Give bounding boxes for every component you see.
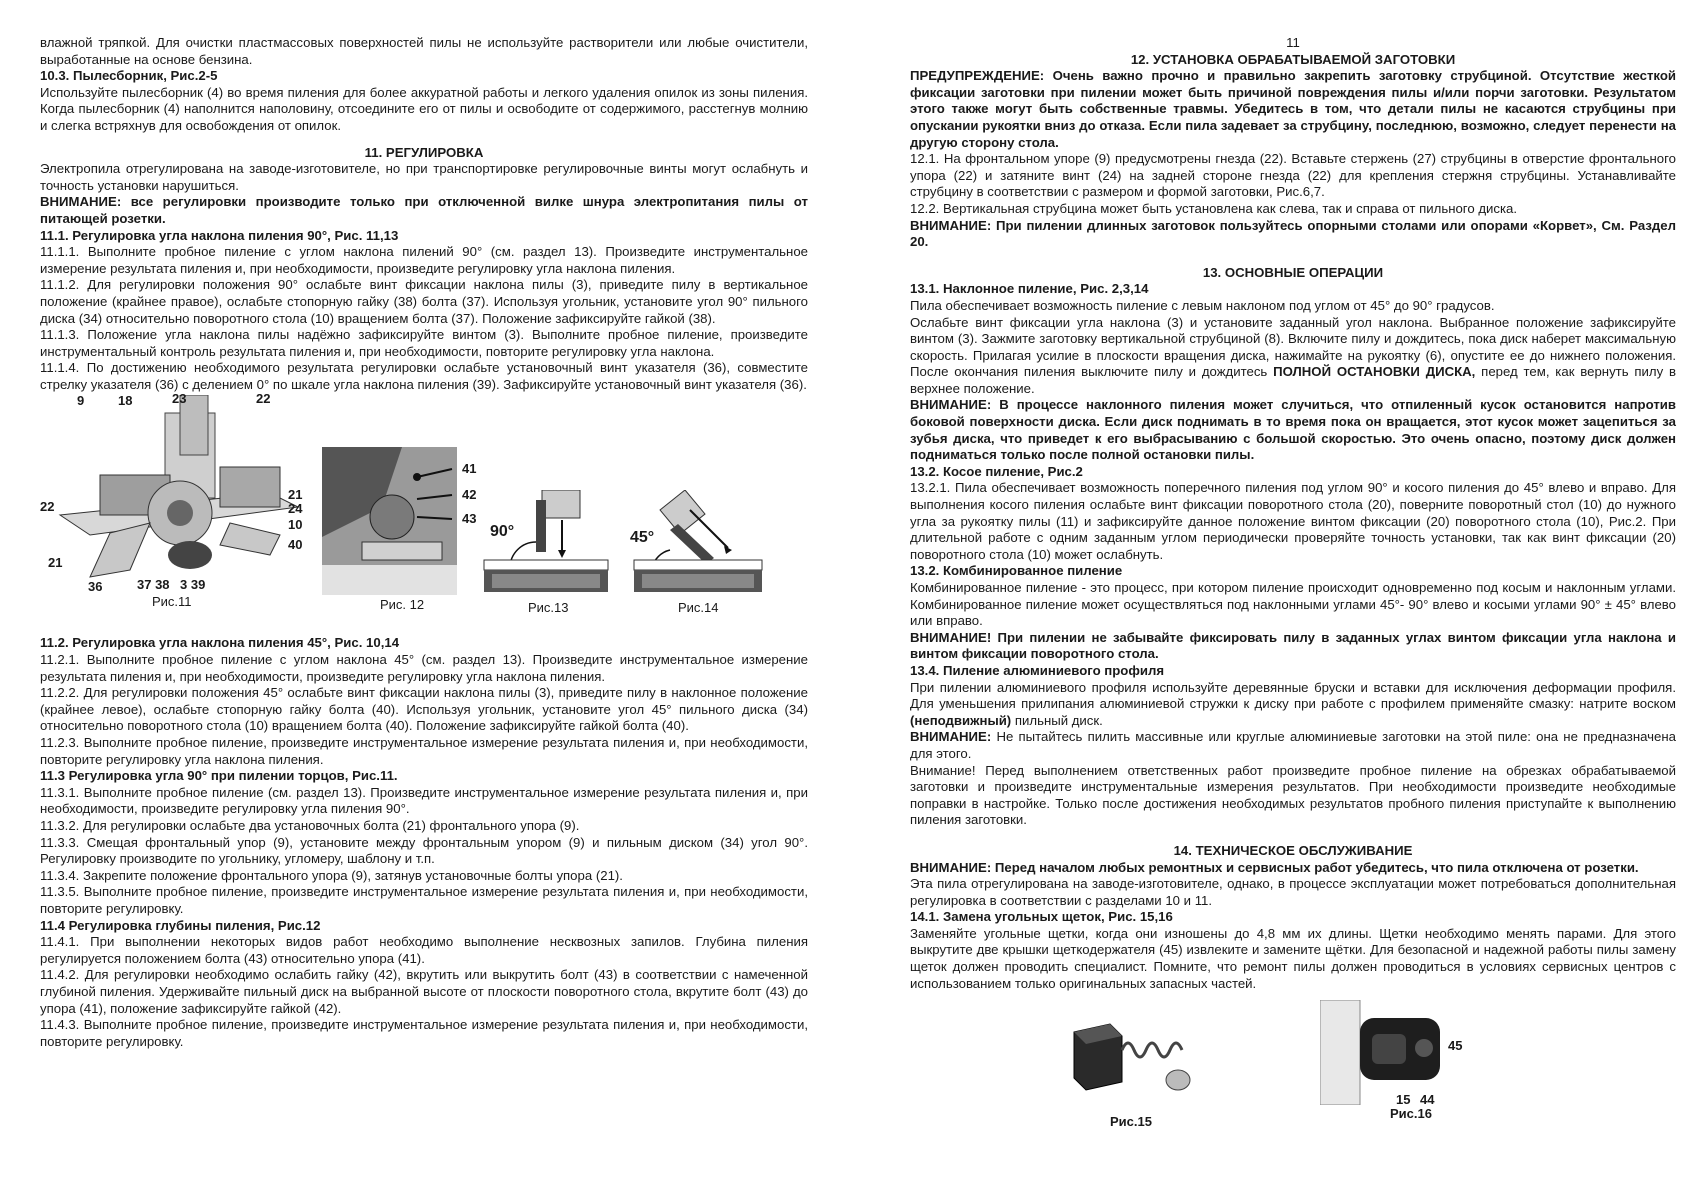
- callout-22: 22: [256, 391, 271, 407]
- paragraph: 11.1.2. Для регулировки положения 90° ослабьте винт фиксации наклона пилы (3), приведите пилу в вертикальное положение (крайнее правое), ослабьте стопорную гайку (38) болта (37). Используя угольник, установите угол 90° пильного диска (34) относительно поворотного стола (10) вращением болта (37). Положение зафиксируйте гайкой (38).: [40, 277, 808, 326]
- paragraph: Комбинированное пиление - это процесс, при котором пиление происходит одновременно под косым и наклонным углами. Комбинированное пиление может осуществляться под наклонными углами 45°- 90° влево и косыми углами 90° ± 45° влево или вправо.: [910, 580, 1676, 629]
- paragraph: 11.2.1. Выполните пробное пиление с углом наклона 45° (см. раздел 13). Произведите инструментальное измерение результата пиления и, при необходимости, произведите регулировку угла наклона пиления.: [40, 652, 808, 684]
- callout-44: 44: [1420, 1092, 1435, 1108]
- brush-cover-drawing: [1320, 1000, 1445, 1105]
- warning-text: ВНИМАНИЕ: В процессе наклонного пиления может случиться, что отпиленный кусок остановится напротив боковой поверхности диска. Если диск поднимать в то время пока он вращается, этот кусок может зацепиться за зубья диска, что приведет к его выбрасыванию с большой скоростью. Это очень опасно, поэтому диск должен подниматься только после полной остановки пилы.: [910, 397, 1676, 463]
- section-title: 14. ТЕХНИЧЕСКОЕ ОБСЛУЖИВАНИЕ: [1173, 842, 1413, 858]
- paragraph: 11.3.1. Выполните пробное пиление (см. раздел 13). Произведите инструментальное измерение результата пиления и, при необходимости, произведите регулировку угла пиления 90°.: [40, 784, 808, 817]
- callout-37-38: 37 38: [137, 577, 170, 593]
- warning-text: ВНИМАНИЕ: все регулировки производите только при отключенной вилке шнура электропитания пилы от питающей розетки.: [40, 194, 808, 226]
- paragraph: 11.3.3. Смещая фронтальный упор (9), установите между фронтальным упором (9) и пильным диском (34) угол 90°. Регулировку производите по угольнику, угломеру, шаблону и т.п.: [40, 834, 808, 867]
- emphasis-text: (неподвижный): [910, 712, 1012, 728]
- paragraph: 11.1.1. Выполните пробное пиление с углом наклона пилений 90° (см. раздел 13). Произведите инструментальное измерение результата пиления и, при необходимости, произведите регулировку угла наклона пиления.: [40, 244, 808, 276]
- paragraph: 13.2.1. Пила обеспечивает возможность поперечного пиления под углом 90° и косого пиления до 45° влево и вправо. Для выполнения косого пиления ослабьте винт фиксации поворотного стола (20), поверните поворотный стол (10) до нужного угла за рукоятку пилы (11) и зафиксируйте данное положение винтом фиксации (20) поворотного стола (10), Рис.2. При длительной работе с одним заданным углом периодически проверяйте точность установки, так как винт фиксации (20) поворотного стола (10) может ослабнуть.: [910, 480, 1676, 562]
- paragraph: 11.4.1. При выполнении некоторых видов работ необходимо выполнение несквозных запилов. Глубина пиления регулируется положением болта (43) относительно упора (41).: [40, 934, 808, 966]
- text-run: При пилении алюминиевого профиля используйте деревянные бруски и вставки для исключения деформации профиля. Для уменьшения прилипания алюминиевой стружки к диску при работе с профилем применяйте смазку: натрите воском: [910, 679, 1676, 712]
- callout-9: 9: [77, 393, 85, 409]
- paragraph: Пила обеспечивает возможность пиление с левым наклоном под углом от 45° до 90° градусов.: [910, 297, 1495, 313]
- angle-90-label: 90°: [490, 523, 515, 541]
- paragraph: Внимание! Перед выполнением ответственных работ произведите пробное пиление на обрезках обрабатываемой заготовки и произведите инструментальные измерения результатов. При необходимости произведите необходимые поправки в настройке. Только после достижения необходимых результатов пробного пиления приступайте к выполнению пиления заготовки.: [910, 762, 1676, 828]
- figure-16: [1320, 1000, 1463, 1122]
- caption-fig-16: Рис.16: [1390, 1106, 1432, 1122]
- figure-12: [322, 447, 477, 613]
- depth-stop-drawing: [322, 447, 457, 595]
- right-column: [910, 35, 1676, 1135]
- paragraph: 11.3.5. Выполните пробное пиление, произведите инструментальное измерение результата пиления и, при необходимости, повторите регулировку.: [40, 884, 808, 916]
- paragraph: Эта пила отрегулирована на заводе-изготовителе, однако, в процессе эксплуатации может потребоваться дополнительная регулировка в соответствии с разделами 10 и 11.: [910, 876, 1676, 908]
- section-title: 11. РЕГУЛИРОВКА: [364, 144, 484, 160]
- warning-text: ВНИМАНИЕ! При пилении не забывайте фиксировать пилу в заданных углах винтом фиксации угла наклона и винтом фиксации поворотного стола.: [910, 629, 1676, 662]
- text-run: пильный диск.: [1014, 712, 1103, 728]
- paragraph: [910, 680, 1676, 730]
- subsection-heading: 13.4. Пиление алюминиевого профиля: [910, 662, 1165, 678]
- callout-21-left: 21: [48, 555, 63, 571]
- caption-fig-14: Рис.14: [678, 600, 719, 616]
- page-number: 11: [1286, 35, 1300, 50]
- figures-11-14: [40, 391, 808, 633]
- figures-15-16: [910, 1000, 1676, 1135]
- callout-22-left: 22: [40, 499, 55, 515]
- warning-label: ВНИМАНИЕ:: [910, 729, 992, 745]
- paragraph: 11.3.2. Для регулировки ослабьте два установочных болта (21) фронтального упора (9).: [40, 818, 580, 833]
- paragraph: 11.2.3. Выполните пробное пиление, произведите инструментальное измерение результата пиления и, при необходимости, повторите регулировку угла наклона пиления.: [40, 735, 808, 767]
- bevel-90-diagram: [480, 490, 612, 598]
- paragraph: Заменяйте угольные щетки, когда они изношены до 4,8 мм их длины. Щетки необходимо менять парами. Для этого выкрутите две крышки щеткодержателя (45) извлеките и замените щётки. Для безопасной и надежной работы пилы замену щеток должен проводить специалист. Помните, что ремонт пилы должен проводиться в условиях сервисных центров с использованием только оригинальных запасных частей.: [910, 925, 1676, 991]
- paragraph: 11.1.4. По достижению необходимого результата регулировки ослабьте установочный винт указателя (36), совместите стрелку указателя (36) с делением 0° по шкале угла наклона пиления (39). Зафиксируйте установочный винт указателя (36).: [40, 360, 808, 392]
- text-run: Ослабьте винт фиксации угла наклона (3) и установите заданный угол наклона. Выбранное положение зафиксируйте винтом (3). Зажмите заготовку вертикальной струбциной (8). Включите пилу и дождитесь, пока диск наберет максимальную скорость. Прилагая усилие в плоскости вращения диска, нажимайте на рукоятку (6), опустите ее до нижнего положения. После окончания пиления выключите пилу и дождитесь: [910, 314, 1676, 380]
- callout-45: 45: [1448, 1038, 1463, 1054]
- paragraph: влажной тряпкой. Для очистки пластмассовых поверхностей пилы не используйте растворители или любые очистители, выработанные на основе бензина.: [40, 35, 808, 67]
- carbon-brush-drawing: [1070, 1010, 1200, 1110]
- callout-41: 41: [462, 461, 477, 477]
- subsection-heading: 11.3 Регулировка угла 90° при пилении торцов, Рис.11.: [40, 768, 398, 784]
- callout-23: 23: [172, 391, 187, 407]
- section-title: 12. УСТАНОВКА ОБРАБАТЫВАЕМОЙ ЗАГОТОВКИ: [1130, 51, 1456, 67]
- figure-11: [40, 391, 315, 610]
- paragraph: 11.2.2. Для регулировки положения 45° ослабьте винт фиксации наклона пилы (3), приведите пилу в наклонное положение (крайнее левое), ослабьте стопорную гайку болта (40). Используя угольник, установите угол 45° пильного диска (34) относительно поворотного стола (10) вращением болта (40). Положение зафиксируйте гайкой болта (40).: [40, 685, 808, 734]
- subsection-heading: 13.1. Наклонное пиление, Рис. 2,3,14: [910, 281, 1149, 297]
- subsection-heading: 13.2. Комбинированное пиление: [910, 563, 1123, 579]
- paragraph: 11.4.3. Выполните пробное пиление, произведите инструментальное измерение результата пиления и, при необходимости, повторите регулировку.: [40, 1017, 808, 1049]
- paragraph: 11.3.4. Закрепите положение фронтального упора (9), затянув установочные болты упора (21).: [40, 867, 623, 883]
- callout-24: 24: [288, 501, 303, 517]
- callout-42: 42: [462, 487, 477, 503]
- callout-43: 43: [462, 511, 477, 527]
- section-title: 13. ОСНОВНЫЕ ОПЕРАЦИИ: [1202, 264, 1384, 280]
- paragraph: Используйте пылесборник (4) во время пиления для более аккуратной работы и легкого удаления опилок из зоны пиления. Когда пылесборник (4) наполнится наполовину, отсоедините его от пилы и освободите от содержимого, расстегнув молнию и слегка встряхнув для освобождения от опилок.: [40, 84, 808, 133]
- callout-15: 15: [1396, 1092, 1411, 1108]
- callout-36: 36: [88, 579, 103, 595]
- paragraph: 11.4.2. Для регулировки необходимо ослабить гайку (42), вкрутить или выкрутить болт (43) в соответствии с намеченной глубиной пиления. Удерживайте пильный диск на выбранной высоте от плоскости поворотного стола, вкрутите болт (43) до упора (41), положение зафиксируйте гайкой (42).: [40, 967, 808, 1016]
- paragraph: Электропила отрегулирована на заводе-изготовителе, но при транспортировке регулировочные винты могут ослабнуть и точность установки нарушиться.: [40, 161, 808, 193]
- subsection-heading: 13.2. Косое пиление, Рис.2: [910, 463, 1083, 479]
- left-column: [40, 35, 808, 1050]
- angle-45-label: 45°: [630, 529, 655, 547]
- caption-fig-12: Рис. 12: [380, 597, 425, 613]
- callout-10: 10: [288, 517, 303, 533]
- subsection-heading: 11.2. Регулировка угла наклона пиления 45°, Рис. 10,14: [40, 635, 400, 651]
- warning-text: ВНИМАНИЕ: Перед началом любых ремонтных и сервисных работ убедитесь, что пила отключена от розетки.: [910, 859, 1639, 875]
- figure-14: [630, 490, 768, 616]
- subsection-heading: 14.1. Замена угольных щеток, Рис. 15,16: [910, 909, 1173, 925]
- text-run: перед тем, как вернуть пилу в верхнее положение.: [910, 364, 1677, 396]
- warning-text: ПРЕДУПРЕЖДЕНИЕ: Очень важно прочно и правильно закрепить заготовку струбциной. Отсутствие жесткой фиксации заготовки при пилении может быть причиной повреждения пилы и/или порчи заготовки. Результатом этого также могут быть собственные травмы. Убедитесь в том, что детали пилы не касаются струбцины при опускании рукоятки вниз до отказа. Если пила задевает за струбцину, последнюю, возможно, следует перенести на другую сторону стола.: [910, 68, 1676, 150]
- subsection-heading: 11.1. Регулировка угла наклона пиления 90°, Рис. 11,13: [40, 227, 399, 243]
- paragraph: 12.2. Вертикальная струбцина может быть установлена как слева, так и справа от пильного диска.: [910, 200, 1518, 216]
- warning-text: ВНИМАНИЕ: При пилении длинных заготовок пользуйтесь опорными столами или опорами «Корвет», См. Раздел 20.: [910, 217, 1676, 250]
- callout-40: 40: [288, 537, 303, 553]
- callout-21: 21: [288, 487, 303, 503]
- paragraph: [910, 315, 1676, 398]
- callout-3-39: 3 39: [180, 577, 206, 593]
- emphasis-text: ПОЛНОЙ ОСТАНОВКИ ДИСКА,: [1273, 364, 1476, 380]
- callout-18: 18: [118, 393, 133, 409]
- subsection-heading: 11.4 Регулировка глубины пиления, Рис.12: [40, 917, 321, 933]
- paragraph: 11.1.3. Положение угла наклона пилы надёжно зафиксируйте винтом (3). Выполните пробное пиление, произведите инструментальный контроль результата пиления и, при необходимости, повторите регулировку угла наклона.: [40, 327, 808, 359]
- caption-fig-15: Рис.15: [1110, 1114, 1152, 1130]
- paragraph: [910, 729, 1676, 762]
- caption-fig-11: Рис.11: [152, 594, 192, 610]
- paragraph: 12.1. На фронтальном упоре (9) предусмотрены гнезда (22). Вставьте стержень (27) струбцины в отверстие фронтального упора (22) и затяните винт (24) на задней стороне гнезда (22) для крепления стержня струбцины. Устанавливайте струбцину в соответствии с размером и формой заготовки, Рис.6,7.: [910, 151, 1676, 200]
- text-run: Не пытайтесь пилить массивные или круглые алюминиевые заготовки на этой пиле: она не предназначена для этого.: [910, 729, 1676, 761]
- figure-13: [480, 490, 612, 616]
- miter-saw-drawing: [40, 395, 315, 610]
- caption-fig-13: Рис.13: [528, 600, 569, 616]
- figure-15: [1070, 1010, 1200, 1130]
- subsection-heading: 10.3. Пылесборник, Рис.2-5: [40, 68, 218, 84]
